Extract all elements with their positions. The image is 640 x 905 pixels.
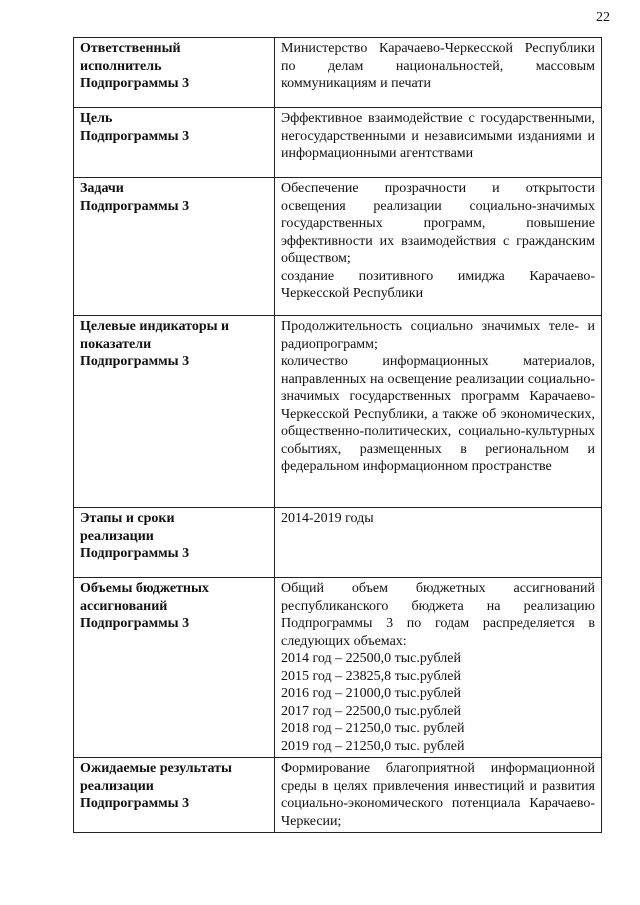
budget-year-line: 2018 год – 21250,0 тыс. рублей <box>281 721 465 736</box>
value-paragraph: Формирование благоприятной информационной среды в целях привлечения инвестиций и развития социально-экономического потенциала Карачаево-Черкесии; <box>281 761 595 829</box>
label-line: ассигнований <box>80 598 168 614</box>
row-value <box>275 178 602 316</box>
row-value <box>275 758 602 833</box>
label-line: Подпрограммы 3 <box>80 354 190 369</box>
label-line: Подпрограммы 3 <box>80 198 190 214</box>
row-label <box>74 758 275 833</box>
page-number: 22 <box>596 10 610 25</box>
budget-year-line: 2015 год – 23825,8 тыс.рублей <box>281 668 461 684</box>
label-line: Ожидаемые результаты <box>80 761 232 776</box>
row-value <box>275 508 602 578</box>
value-paragraph: Общий объем бюджетных ассигнований республиканского бюджета на реализацию Подпрограммы 3 по годам распределяется в следующих объемах: <box>281 581 595 649</box>
label-line: Целевые индикаторы и <box>80 319 230 334</box>
label-line: Этапы и сроки <box>80 511 175 526</box>
budget-year-line: 2016 год – 21000,0 тыс.рублей <box>281 686 461 701</box>
label-line: Цель <box>80 111 113 126</box>
value-paragraph: Эффективное взаимодействие с государственными, негосударственными и независимыми изданиями и информационными агентствами <box>281 111 595 161</box>
value-paragraph: Министерство Карачаево-Черкесской Республики по делам национальностей, массовым коммуникациям и печати <box>281 41 595 91</box>
label-line: Подпрограммы 3 <box>80 616 190 631</box>
row-value <box>275 108 602 178</box>
row-label <box>74 316 275 508</box>
label-line: Задачи <box>80 181 124 196</box>
table-row-responsible-executor <box>74 38 602 108</box>
value-paragraph: Обеспечение прозрачности и открытости освещения реализации социально-значимых государственных программ, повышение эффективности их взаимодействия с гражданским обществом; <box>281 181 595 266</box>
label-line: Подпрограммы 3 <box>80 546 190 561</box>
label-line: Подпрограммы 3 <box>80 76 190 91</box>
budget-year-line: 2014 год – 22500,0 тыс.рублей <box>281 651 461 666</box>
label-line: реализации <box>80 778 154 794</box>
row-value <box>275 38 602 108</box>
table-row-goal <box>74 108 602 178</box>
row-label <box>74 178 275 316</box>
table-row-expected-results <box>74 758 602 833</box>
value-paragraph: Продолжительность социально значимых теле- и радиопрограмм; <box>281 319 595 352</box>
label-line: Объемы бюджетных <box>80 581 209 596</box>
budget-year-line: 2017 год – 22500,0 тыс.рублей <box>281 703 461 719</box>
label-line: исполнитель <box>80 58 162 74</box>
table-row-target-indicators <box>74 316 602 508</box>
value-paragraph: 2014-2019 годы <box>281 511 374 526</box>
table-row-budget-allocations <box>74 578 602 758</box>
label-line: реализации <box>80 528 154 544</box>
row-label <box>74 38 275 108</box>
row-label <box>74 508 275 578</box>
row-label <box>74 108 275 178</box>
label-line: Подпрограммы 3 <box>80 128 190 144</box>
row-value <box>275 316 602 508</box>
subprogram-passport-table <box>73 37 602 833</box>
value-paragraph: создание позитивного имиджа Карачаево-Черкесской Республики <box>281 268 595 301</box>
value-paragraph: количество информационных материалов, направленных на освещение реализации социально-значимых государственных программ Карачаево-Черкесской Республики, а также об экономических, общественно-политических, социально-культурных событиях, размещенных в региональном и федеральном информационном пространстве <box>281 354 595 474</box>
label-line: показатели <box>80 336 152 352</box>
table-row-tasks <box>74 178 602 316</box>
table-row-stages-and-terms <box>74 508 602 578</box>
budget-year-line: 2019 год – 21250,0 тыс. рублей <box>281 738 465 754</box>
label-line: Подпрограммы 3 <box>80 796 190 811</box>
row-value <box>275 578 602 758</box>
row-label <box>74 578 275 758</box>
label-line: Ответственный <box>80 41 181 56</box>
